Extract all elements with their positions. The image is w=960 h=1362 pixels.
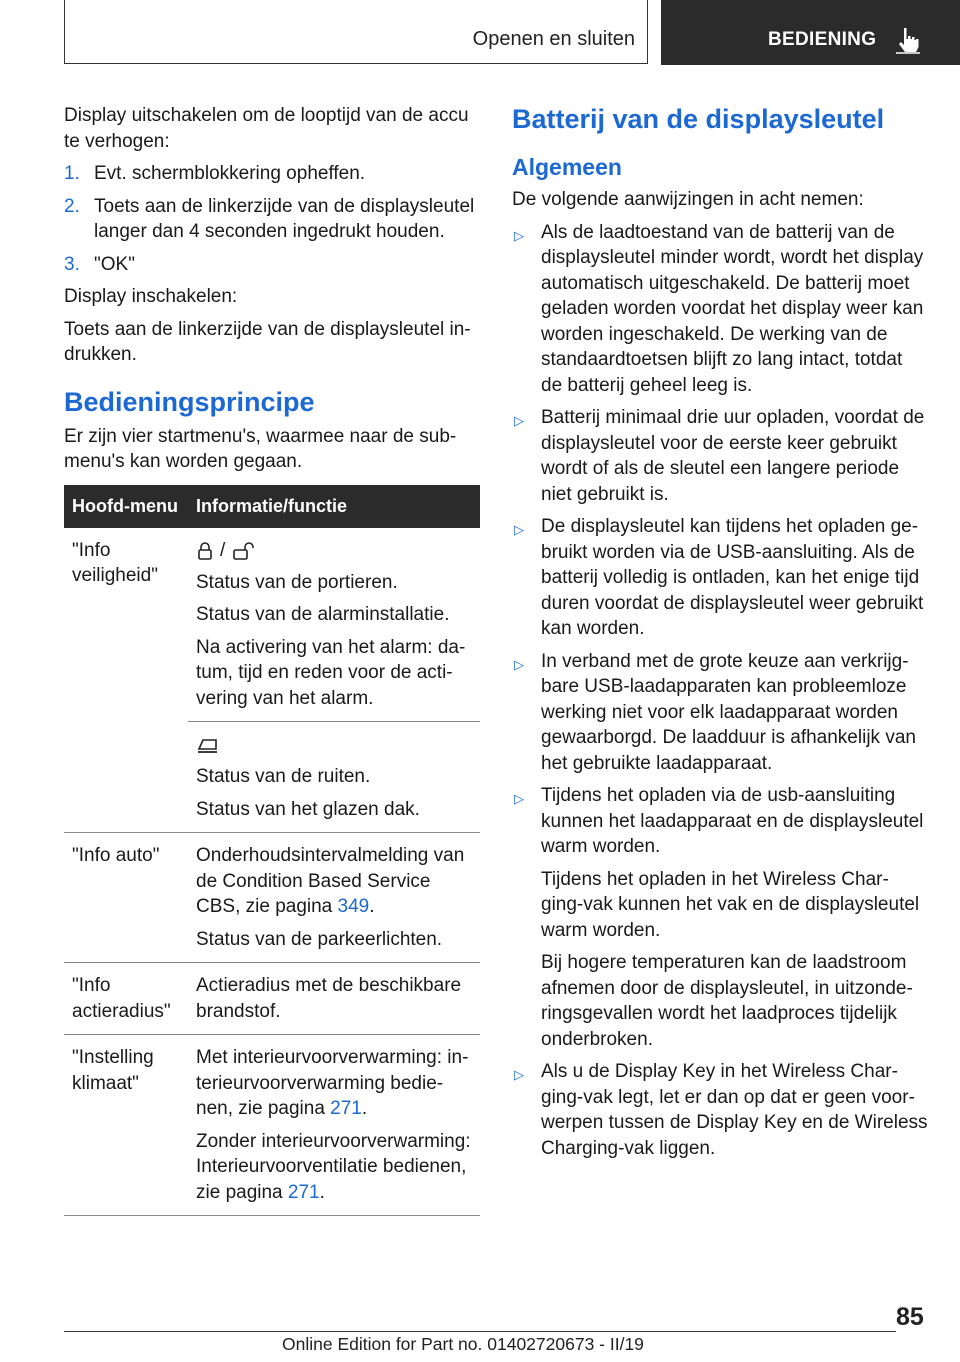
bullet-extra: Tijdens het opladen in het Wireless Char-ging-vak kunnen het vak en de displaysleutel warm worden.: [541, 868, 920, 941]
bullet-triangle-icon: ▷: [514, 413, 524, 428]
step-text: "OK": [94, 253, 135, 275]
bullet-triangle-icon: ▷: [514, 656, 524, 672]
list-item: [512, 1059, 928, 1161]
info-line: Na activering van het alarm: da-tum, tijd en reden voor de acti-vering van het alarm.: [196, 636, 466, 709]
lock-open-icon: [231, 541, 257, 561]
display-on-label: Display inschakelen:: [64, 286, 238, 307]
info-text: Met interieurvoorverwarming: in-terieurvoorverwarming bedie-nen, zie pagina: [196, 1047, 469, 1119]
info-line: Status van de portieren.: [196, 571, 398, 593]
page-link[interactable]: 349: [337, 896, 370, 917]
page-link[interactable]: 271: [287, 1181, 320, 1203]
step-number: 2.: [64, 195, 80, 217]
lock-closed-icon: [196, 541, 214, 561]
list-item: [512, 783, 928, 1052]
info-text: Onderhoudsintervalmelding van de Condition Based Service CBS, zie pagina: [196, 845, 465, 917]
pointing-hand-icon: [895, 26, 921, 54]
info-line: Status van de alarminstallatie.: [196, 604, 450, 625]
section-title: Openen en sluiten: [472, 28, 635, 50]
info-line: Actieradius met de beschikbare brandstof.: [196, 975, 462, 1022]
bullet-text: Als de laadtoestand van de batterij van de displaysleutel minder wordt, wordt het display automatisch uitgeschakeld. De batterij moet geladen worden voordat het display weer kan worden ingeschakeld. De werking van de standaardtoetsen blijft zo lang intact, totdat de batterij geheel leeg is.: [541, 221, 924, 396]
table-header-menu: Hoofd-menu: [64, 485, 188, 528]
bullet-text: Batterij minimaal drie uur opladen, voordat de displaysleutel voor de eerste keer gebruikt wordt of als de sleutel een langere periode niet gebruikt is.: [541, 407, 925, 505]
bullet-extra: Bij hogere temperaturen kan de laadstroom afnemen door de displaysleutel, in uitzonde-ringsgevallen wordt het laadproces tijdelijk onderbroken.: [541, 952, 913, 1050]
door-status-icons: [196, 538, 472, 564]
menu-info: [188, 528, 480, 833]
menu-name: "Info auto": [64, 833, 188, 963]
table-row: [64, 963, 480, 1035]
menu-name: "Instelling klimaat": [64, 1035, 188, 1216]
right-column: [512, 103, 928, 1168]
info-line: Status van de ruiten.: [196, 766, 371, 787]
display-off-steps: [64, 161, 480, 277]
header-section-box: [64, 0, 648, 64]
info-text: Zonder interieurvoorverwarming: Interieurvoorventilatie bedienen, zie pagina: [196, 1130, 471, 1203]
window-icon: [196, 735, 220, 755]
operating-principle-heading: Bedieningsprincipe: [64, 386, 315, 417]
page-link[interactable]: 271: [330, 1098, 362, 1119]
list-item: [512, 514, 928, 642]
step-item: [64, 194, 480, 245]
list-item: [512, 405, 928, 507]
general-subheading: Algemeen: [512, 154, 622, 180]
info-line: Status van het glazen dak.: [196, 798, 420, 820]
info-line: Status van de parkeerlichten.: [196, 928, 443, 950]
menu-name: "Info actieradius": [64, 963, 188, 1035]
bullet-text: Als u de Display Key in het Wireless Char-ging-vak legt, let er dan op dat er geen voor-werpen tussen de Display Key en de Wireless Charging-vak liggen.: [541, 1061, 928, 1159]
step-number: 3.: [64, 253, 80, 275]
info-line: [196, 843, 472, 920]
bullet-text: In verband met de grote keuze aan verkrijg-bare USB-laadapparaten kan probleemloze werking niet voor elk laadapparaat worden gewaarborgd. De laadduur is afhankelijk van het gebruikte laadapparaat.: [541, 650, 916, 774]
step-text: Toets aan de linkerzijde van de displaysleutel langer dan 4 seconden ingedrukt houden.: [94, 195, 475, 242]
info-tail: .: [369, 896, 375, 917]
info-tail: .: [319, 1181, 325, 1203]
icon-separator: /: [220, 539, 226, 561]
main-menu-table: [64, 485, 480, 1217]
info-line: [196, 1129, 472, 1206]
bullet-triangle-icon: ▷: [514, 791, 524, 806]
page-number: 85: [896, 1303, 924, 1331]
battery-notes: [512, 220, 928, 1162]
edition-text: Online Edition for Part no. 01402720673 - II/19: [282, 1334, 644, 1354]
bullet-triangle-icon: ▷: [514, 227, 524, 243]
left-column: [64, 103, 480, 1216]
cell-divider: [188, 721, 480, 722]
menu-info: [188, 833, 480, 963]
bullet-triangle-icon: ▷: [514, 1067, 524, 1082]
header-chapter-box: [661, 0, 960, 65]
list-item: [512, 649, 928, 777]
list-item: [512, 220, 928, 399]
table-row: [64, 833, 480, 963]
table-header-info: Informatie/functie: [188, 485, 480, 528]
menu-name: "Info veiligheid": [64, 528, 188, 833]
footer-divider: [64, 1331, 896, 1332]
bullet-text: Tijdens het opladen via de usb-aansluiting kunnen het laadapparaat en de displaysleutel warm worden.: [541, 785, 924, 857]
window-status-icons: [196, 732, 472, 758]
bullet-triangle-icon: ▷: [514, 522, 524, 537]
step-item: [64, 252, 480, 278]
info-tail: .: [361, 1098, 368, 1119]
menu-info: [188, 963, 480, 1035]
chapter-title: BEDIENING: [768, 29, 877, 50]
operating-principle-text: Er zijn vier startmenu's, waarmee naar de sub-menu's kan worden gegaan.: [64, 425, 457, 472]
step-text: Evt. schermblokkering opheffen.: [94, 163, 366, 184]
table-row: [64, 528, 480, 833]
info-line: [196, 1045, 472, 1122]
battery-heading: Batterij van de displaysleutel: [512, 104, 885, 134]
menu-info: [188, 1035, 480, 1216]
step-number: 1.: [64, 163, 80, 184]
display-on-text: Toets aan de linkerzijde van de displaysleutel in-drukken.: [64, 318, 471, 365]
step-item: [64, 161, 480, 187]
table-row: [64, 1035, 480, 1216]
bullet-text: De displaysleutel kan tijdens het opladen ge-bruikt worden via de USB-aansluiting. Als de batterij volledig is ontladen, kan het enige tijd duren voordat de displaysleutel weer gebruikt kan worden.: [541, 516, 924, 639]
battery-intro: De volgende aanwijzingen in acht nemen:: [512, 189, 864, 210]
display-off-intro: Display uitschakelen om de looptijd van de accu te verhogen:: [64, 105, 469, 152]
